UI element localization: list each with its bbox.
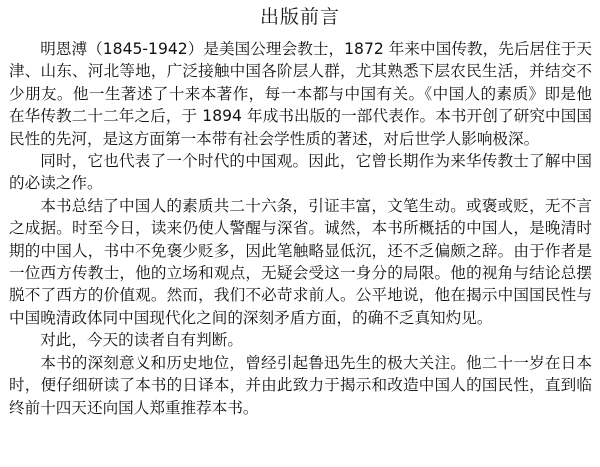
page-title: 出版前言 — [259, 6, 340, 28]
paragraph-1: 明恩溥（1845-1942）是美国公理会教士，1872 年来中国传教，先后居住于天津、山东、河北等地，广泛接触中国各阶层人群，尤其熟悉下层农民生活，并结交不少朋友。他一生著述了十来本著作，每一本都与中国有关。《中国人的素质》即是他在华传教二十二年之后，于 1894 年成书出版的一部代表作。本书开创了研究中国国民性的先河，是这方面第一本带有社会学性质的著述，对后世学人影响极深。 — [9, 40, 592, 148]
paragraph-2: 同时，它也代表了一个时代的中国观。因此，它曾长期作为来华传教士了解中国的必读之作。 — [9, 152, 592, 193]
document-body — [9, 38, 592, 419]
paragraph-5: 本书的深刻意义和历史地位，曾经引起鲁迅先生的极大关注。他二十一岁在日本时，便仔细研读了本书的日译本，并由此致力于揭示和改造中国人的国民性，直到临终前十四天还向国人郑重推荐本书。 — [9, 353, 592, 417]
paragraph-3: 本书总结了中国人的素质共二十六条，引证丰富，文笔生动。或褒或贬，无不言之成据。时至今日，读来仍使人警醒与深省。诚然，本书所概括的中国人，是晚清时期的中国人，书中不免褒少贬多，因此笔触略显低沉，还不乏偏颇之辞。由于作者是一位西方传教士，他的立场和观点，无疑会受这一身分的局限。他的视角与结论总摆脱不了西方的价值观。然而，我们不必苛求前人。公平地说，他在揭示中国国民性与中国晚清政体同中国现代化之间的深刻矛盾方面，的确不乏真知灼见。 — [9, 196, 592, 327]
paragraph-4: 对此，今天的读者自有判断。 — [40, 331, 243, 350]
